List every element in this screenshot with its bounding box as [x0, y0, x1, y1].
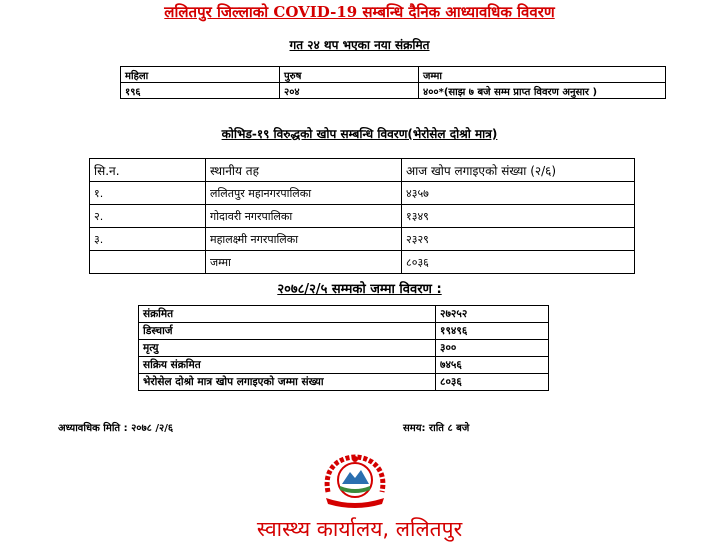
cell-total-count: ८०३६ [402, 251, 635, 274]
table-row [139, 340, 549, 357]
table-row [139, 323, 549, 340]
header-total: जम्मा [419, 67, 666, 83]
value-male: २०४ [280, 83, 419, 99]
cell-total-label: जम्मा [206, 251, 402, 274]
cell-value: ८०३६ [436, 374, 549, 391]
cell-value: १९४९६ [436, 323, 549, 340]
office-name: स्वास्थ्य कार्यालय, ललितपुर [256, 517, 463, 541]
cell-local-level: ललितपुर महानगरपालिका [206, 182, 402, 205]
updated-date: अध्यावधिक मिति : २०७८ /२/६ [58, 423, 174, 434]
table-row [90, 205, 635, 228]
cell-label: डिस्चार्ज [139, 323, 436, 340]
cell-value: ३०० [436, 340, 549, 357]
value-total: ४००*(साझ ७ बजे सम्म प्राप्त विवरण अनुसार ) [419, 83, 666, 99]
table-row [90, 228, 635, 251]
header-sn: सि.न. [90, 159, 206, 182]
cell-sn [90, 251, 206, 274]
header-male: पुरुष [280, 67, 419, 83]
cell-label: सक्रिय संक्रमित [139, 357, 436, 374]
cell-value: २७२५२ [436, 306, 549, 323]
cell-local-level: गोदावरी नगरपालिका [206, 205, 402, 228]
cell-sn: २. [90, 205, 206, 228]
cell-label: भेरोसेल दोश्रो मात्र खोप लगाइएको जम्मा संख्या [139, 374, 436, 391]
page-title: ललितपुर जिल्लाको COVID-19 सम्बन्धि दैनिक आध्यावधिक विवरण [164, 3, 555, 21]
nepal-emblem-icon [320, 452, 390, 510]
cell-count: २३२९ [402, 228, 635, 251]
table-row [139, 374, 549, 391]
table-row [90, 251, 635, 274]
header-local-level: स्थानीय तह [206, 159, 402, 182]
cumulative-heading: २०७८/२/५ सम्मको जम्मा विवरण : [277, 282, 442, 297]
report-time: समय: राति ८ बजे [403, 423, 470, 434]
cell-local-level: महालक्ष्मी नगरपालिका [206, 228, 402, 251]
new-cases-heading: गत २४ थप भएका नया संक्रमित [289, 38, 430, 52]
table-row [121, 67, 666, 83]
cell-label: संक्रमित [139, 306, 436, 323]
value-female: १९६ [121, 83, 280, 99]
header-vaccinated-today: आज खोप लगाइएको संख्या (२/६) [402, 159, 635, 182]
cell-sn: ३. [90, 228, 206, 251]
table-row [90, 182, 635, 205]
cell-count: १३४९ [402, 205, 635, 228]
table-row [139, 306, 549, 323]
cell-sn: १. [90, 182, 206, 205]
cell-label: मृत्यु [139, 340, 436, 357]
table-row [90, 159, 635, 182]
new-cases-table [120, 66, 666, 99]
cell-value: ७४५६ [436, 357, 549, 374]
cell-count: ४३५७ [402, 182, 635, 205]
cumulative-table [138, 305, 549, 391]
table-row [121, 83, 666, 99]
table-row [139, 357, 549, 374]
vaccine-heading: कोभिड-१९ विरुद्धको खोप सम्बन्धि विवरण(भेरोसेल दोश्रो मात्र) [221, 127, 498, 141]
vaccine-table [89, 158, 635, 274]
header-female: महिला [121, 67, 280, 83]
